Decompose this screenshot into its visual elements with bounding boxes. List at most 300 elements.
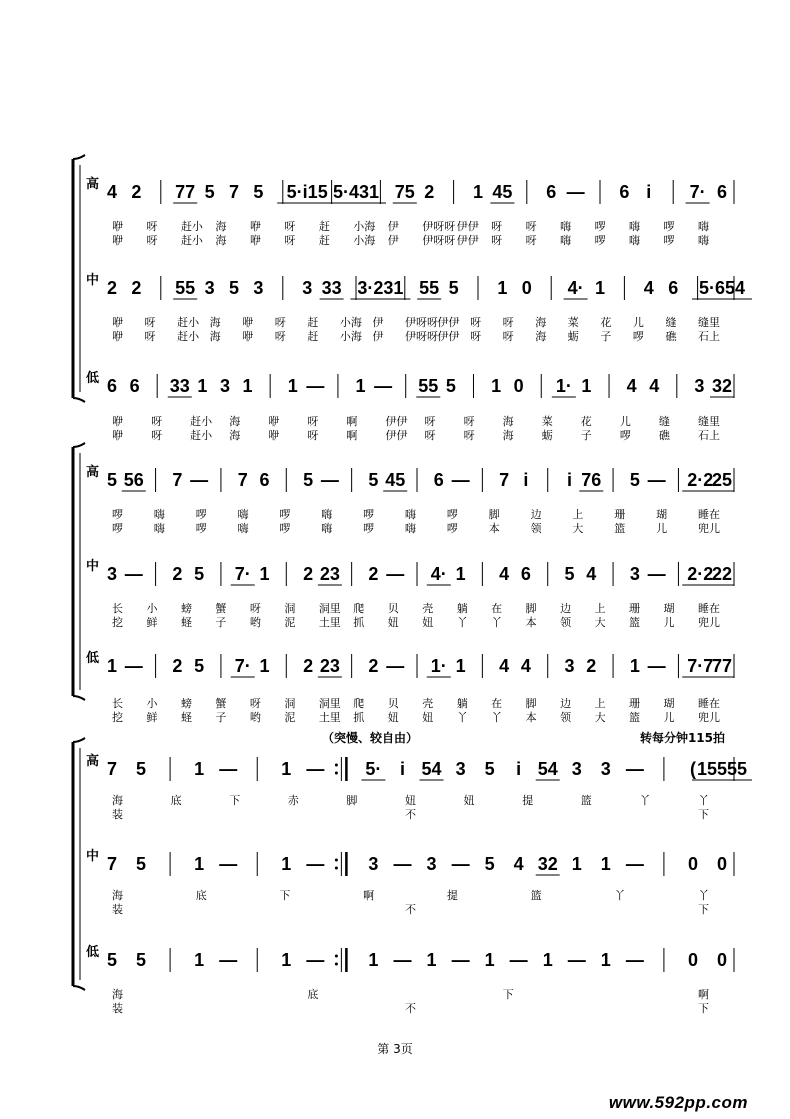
lyric: 礁 [665,330,677,343]
note: 5 [303,470,314,490]
note: 5 [445,376,456,396]
note: 1 [455,656,466,676]
lyric: 伊伊 [456,220,479,233]
note: 4 [586,564,597,584]
note: 2 [131,278,142,298]
tempo-change: 转每分钟115拍 [639,731,725,745]
part-label: 高 [86,177,100,192]
lyric: 伊呀呀 [422,220,456,233]
lyric: 挖 [112,711,123,724]
lyric: 下 [502,988,514,1001]
note: 77 [175,182,196,202]
lyric: 底 [307,988,319,1001]
note: 5 [228,278,240,298]
lyric: 哟 [249,616,261,629]
lyric: 丫 [491,711,503,724]
lyric: 啊 [698,988,709,1001]
lyric: 领 [560,711,572,724]
lyric: 海 [502,429,514,442]
note: 4· [567,278,584,298]
note: 4 [499,564,510,584]
lyric: 咿 [242,316,254,329]
lyric: 伊 [372,316,384,329]
lyric: 伊呀呀 [405,330,438,343]
note: 2 [172,656,183,676]
part-label: 低 [86,651,100,666]
note: 3 [219,376,230,396]
lyric: 呀 [491,234,503,247]
lyric: 在 [491,602,503,615]
lyric: 小海 [339,316,362,329]
lyric: 哟 [249,711,261,724]
note: 4 [649,376,660,396]
lyric: 呀 [284,220,296,233]
note: 7·7 [687,656,714,676]
lyric: 赶 [318,234,330,247]
note: 5 [253,182,264,202]
lyric: 嗨 [405,508,416,521]
lyric: 咿 [268,415,280,428]
lyric: 蛎 [541,429,553,442]
lyric: 泥 [284,711,296,724]
lyric: 呀 [525,220,537,233]
lyric: 上 [594,602,606,615]
lyric: 嗨 [321,508,333,521]
lyric: 伊呀呀 [422,234,456,247]
note: — [306,376,325,396]
lyric: 本 [488,522,500,535]
note: 3 [368,854,379,874]
note: 32 [711,376,733,396]
lyric: 咿 [112,330,123,343]
lyric: 呀 [151,429,163,442]
note: 6 [619,182,630,202]
lyric: 躺 [456,697,468,710]
lyric: 装 [112,903,123,916]
lyric: 蟹 [215,602,227,615]
lyric: 丫 [491,616,503,629]
note: 54 [421,759,442,779]
lyric: 睡在 [698,602,720,615]
part-label: 中 [86,559,100,574]
repeat-dot [335,867,338,870]
lyric: 缝 [658,415,670,428]
note: 55 [418,376,439,396]
note: 3 [204,278,215,298]
lyric: 睡在 [698,508,720,521]
note: — [647,470,666,490]
note: 2 [424,182,435,202]
lyric: 子 [215,616,227,629]
lyric: 嗨 [698,220,709,233]
note: 1 [594,278,606,298]
note: 1 [259,564,270,584]
note: 56 [123,470,144,490]
lyric: 赶小 [177,330,200,343]
note: 5·431 [332,182,380,202]
lyric: 上 [594,697,606,710]
lyric: 洞 [284,602,296,615]
lyric: 呀 [151,415,163,428]
bracket-top-hook [73,155,85,159]
note: 54 [537,759,558,779]
lyric: 呀 [144,316,156,329]
lyric: 礁 [658,429,670,442]
lyric: 小 [146,697,158,710]
note: 5 [106,470,118,490]
note: 7· [234,564,251,584]
lyric: 不 [405,903,416,916]
lyric: 螃 [180,697,192,710]
note: 2·2 [687,564,714,584]
note: 5 [368,470,379,490]
note: — [509,950,528,970]
note: 7 [172,470,183,490]
note: 5 [204,182,215,202]
note: — [306,950,325,970]
lyric: 花 [580,415,592,428]
lyric: 洞里 [318,602,341,615]
lyric: 海 [112,794,123,807]
lyric: 赶小 [180,220,203,233]
lyric: 呀 [502,330,514,343]
note: — [393,854,412,874]
note: 7 [499,470,510,490]
note: 6 [546,182,557,202]
lyric: 赶 [307,330,319,343]
note: 1 [281,759,292,779]
lyric: 儿 [632,316,644,329]
note: 32 [537,854,558,874]
lyric: 珊 [629,697,641,710]
repeat-dot [335,963,338,966]
repeat-dot [335,955,338,958]
lyric: 海 [229,415,241,428]
lyric: 咿 [112,234,123,247]
lyric: 啊 [346,415,358,428]
lyric: 咿 [112,429,123,442]
lyric: 伊伊 [437,330,460,343]
lyric: 不 [405,808,416,821]
lyric: 呀 [307,415,319,428]
lyric: 海 [535,330,547,343]
note: 5 [106,950,118,970]
lyric: 海 [215,220,227,233]
lyric: 大 [594,711,606,724]
note: 22 [711,564,733,584]
lyric: 脚 [346,794,358,807]
note: 1 [600,950,611,970]
lyric: 下 [698,1002,709,1015]
note: 4 [499,656,510,676]
lyric: 贝 [387,602,399,615]
lyric: 脚 [525,697,537,710]
lyric: 啰 [112,522,123,535]
note: 1· [430,656,447,676]
lyric: 啰 [632,330,644,343]
lyric: 睡在 [698,697,720,710]
note: — [306,854,325,874]
lyric: 兜儿 [698,522,720,535]
lyric: 海 [112,889,123,902]
lyric: 海 [209,316,221,329]
lyric: 下 [698,903,709,916]
note: 5·i15 [286,182,328,202]
note: — [219,759,238,779]
note: — [124,656,143,676]
lyric: 赶 [318,220,330,233]
lyric: 赶小 [190,429,213,442]
lyric: 伊伊 [456,234,479,247]
lyric: 花 [600,316,612,329]
lyric: 底 [170,794,182,807]
note: 1 [194,759,205,779]
lyric: 兜儿 [698,711,720,724]
lyric: 海 [209,330,221,343]
lyric: 蛎 [567,330,579,343]
lyric: 爬 [353,602,365,615]
note: 3 [564,656,575,676]
lyric: 嗨 [405,522,416,535]
bracket-bottom-hook [73,398,85,402]
note: 5 [629,470,640,490]
note: 2 [368,564,379,584]
lyric: 洞 [284,697,296,710]
lyric: 菜 [567,316,579,329]
lyric: 不 [405,1002,416,1015]
note: 5 [484,759,495,779]
lyric: 篮 [629,711,641,724]
lyric: 本 [525,711,537,724]
note: 2 [131,182,142,202]
lyric: 呀 [144,330,156,343]
note: 1 [484,950,495,970]
lyric: 啰 [363,508,375,521]
note: 2 [303,564,314,584]
lyric: 咿 [249,234,261,247]
lyric: 瑚 [663,697,675,710]
repeat-dot [335,772,338,775]
lyric: 篮 [580,794,592,807]
lyric: 丫 [698,889,709,902]
lyric: 咿 [112,415,123,428]
lyric: 提 [446,889,458,902]
note: 2 [303,656,314,676]
note: 55 [419,278,440,298]
lyric: 珊 [614,508,626,521]
lyric: 儿 [656,522,668,535]
note: 6 [259,470,270,490]
lyric: 抓 [353,616,365,629]
lyric: 伊伊 [385,415,408,428]
note: — [647,564,666,584]
lyric: 缝里 [698,316,720,329]
lyric: 长 [112,602,123,615]
note: 5 [194,656,205,676]
note: 33 [321,278,342,298]
note: 6 [106,376,118,396]
note: — [306,759,325,779]
lyric: 鲜 [146,711,158,724]
bracket-top-hook [73,443,85,447]
note: 45 [492,182,513,202]
note: 1 [259,656,270,676]
lyric: 呀 [502,316,514,329]
lyric: 篮 [614,522,626,535]
lyric: 下 [279,889,291,902]
note: 0 [521,278,532,298]
lyric: 蛏 [180,711,192,724]
lyric: 躺 [456,602,468,615]
note: 2·2 [687,470,714,490]
lyric: 领 [530,522,542,535]
lyric: 洞里 [318,697,341,710]
lyric: 啰 [195,522,207,535]
system-3 [73,730,752,1015]
note: 3 [600,759,611,779]
note: 6 [433,470,444,490]
lyric: 咿 [249,220,261,233]
lyric: 装 [112,1002,123,1015]
note: 1 [355,376,366,396]
lyric: 鲜 [146,616,158,629]
note: 6 [520,564,531,584]
lyric: 爬 [353,697,365,710]
lyric: 伊伊 [385,429,408,442]
note: 5 [564,564,575,584]
lyric: 呀 [424,429,436,442]
lyric: 妞 [387,616,399,629]
note: — [386,656,405,676]
lyric: 壳 [422,602,434,615]
lyric: 石上 [698,429,720,442]
lyric: 呀 [249,697,261,710]
note: 1 [281,854,292,874]
lyric: 呀 [249,602,261,615]
note: 1 [281,950,292,970]
lyric: 土里 [318,711,341,724]
note: 77 [711,656,733,676]
note: 5·654 [698,278,746,298]
lyric: 篮 [629,616,641,629]
note: — [393,950,412,970]
lyric: 篮 [530,889,542,902]
note: i [566,470,573,490]
note: — [451,470,470,490]
lyric: 嗨 [629,220,641,233]
lyric: 儿 [663,711,675,724]
lyric: 嗨 [560,220,572,233]
note: 6 [129,376,140,396]
lyric: 大 [594,616,606,629]
note: 5 [136,759,147,779]
lyric: 赤 [287,794,299,807]
lyric: 底 [195,889,207,902]
lyric: 上 [572,508,584,521]
note: 6 [668,278,679,298]
note: 1 [571,854,582,874]
lyric: 呀 [470,330,482,343]
system-2 [73,443,734,724]
note: 3 [629,564,640,584]
note: — [625,950,644,970]
note: — [219,854,238,874]
lyric: 儿 [663,616,675,629]
lyric: 呀 [284,234,296,247]
lyric: 伊 [387,234,399,247]
note: 2 [106,278,118,298]
lyric: 壳 [422,697,434,710]
lyric: 呀 [274,330,286,343]
note: 1 [287,376,298,396]
note: 1 [368,950,379,970]
note: — [567,950,586,970]
lyric: 呀 [274,316,286,329]
lyric: 呀 [470,316,482,329]
note: 4 [106,182,118,202]
lyric: 妞 [422,711,434,724]
lyric: 海 [502,415,514,428]
lyric: 啰 [663,234,675,247]
note: 4 [626,376,637,396]
lyric: 伊伊 [437,316,460,329]
lyric: 贝 [387,697,399,710]
lyric: 呀 [146,234,158,247]
lyric: 海 [535,316,547,329]
note: 1· [555,376,572,396]
note: 7 [228,182,240,202]
lyric: 边 [560,602,572,615]
note: 3 [302,278,313,298]
lyric: 领 [560,616,572,629]
lyric: 子 [580,429,592,442]
note: — [320,470,339,490]
note: — [451,950,470,970]
lyric: 土里 [318,616,341,629]
note: — [386,564,405,584]
lyric: 伊呀呀 [405,316,438,329]
note: 1 [581,376,592,396]
note: 3 [106,564,118,584]
lyric: 子 [215,711,227,724]
note: 6 [716,182,728,202]
system-1 [73,155,752,442]
lyric: 咿 [268,429,280,442]
lyric: 脚 [525,602,537,615]
lyric: 边 [530,508,542,521]
lyric: 咿 [112,220,123,233]
lyric: 抓 [353,711,365,724]
note: 5 [194,564,205,584]
note: 1 [497,278,508,298]
lyric: 啰 [363,522,375,535]
watermark: www.592pp.com [608,1093,748,1112]
lyric: 啰 [594,220,606,233]
lyric: 嗨 [153,508,165,521]
note: 5 [136,950,147,970]
lyric: 子 [600,330,612,343]
lyric: 丫 [614,889,626,902]
note: 0 [687,950,698,970]
note: 5 [484,854,495,874]
lyric: 缝里 [698,415,720,428]
note: i [516,759,522,779]
note: 1 [491,376,502,396]
note: 7· [689,182,706,202]
note: 1 [455,564,466,584]
note: 1 [426,950,437,970]
lyric: 嗨 [321,522,333,535]
